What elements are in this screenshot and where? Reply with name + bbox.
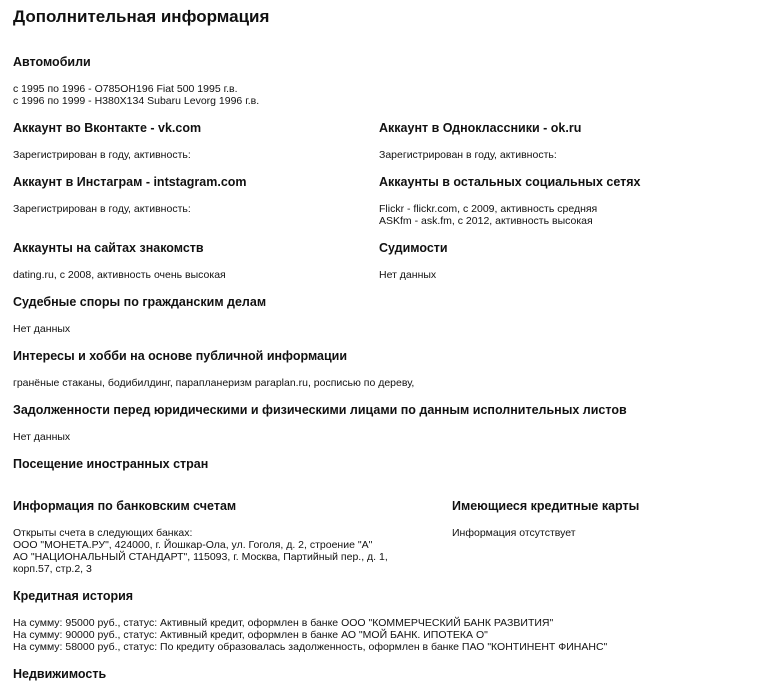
bank-accounts-line: корп.57, стр.2, 3 bbox=[13, 563, 92, 575]
convictions-heading: Судимости bbox=[379, 241, 448, 255]
dating-heading: Аккаунты на сайтах знакомств bbox=[13, 241, 204, 255]
travel-heading: Посещение иностранных стран bbox=[13, 457, 209, 471]
ok-heading: Аккаунт в Одноклассники - ok.ru bbox=[379, 121, 582, 135]
ok-text: Зарегистрирован в году, активность: bbox=[379, 149, 557, 161]
cars-heading: Автомобили bbox=[13, 55, 91, 69]
dating-text: dating.ru, с 2008, активность очень высокая bbox=[13, 269, 226, 281]
instagram-heading: Аккаунт в Инстаграм - intstagram.com bbox=[13, 175, 247, 189]
debts-text: Нет данных bbox=[13, 431, 71, 443]
page-title: Дополнительная информация bbox=[13, 7, 270, 26]
vk-text: Зарегистрирован в году, активность: bbox=[13, 149, 191, 161]
credit-cards-heading: Имеющиеся кредитные карты bbox=[452, 499, 640, 513]
bank-accounts-line: ООО "МОНЕТА.РУ", 424000, г. Йошкар-Ола, ул. Гоголя, д. 2, строение "А" bbox=[13, 539, 373, 551]
real-estate-heading: Недвижимость bbox=[13, 667, 107, 681]
other-social-heading: Аккаунты в остальных социальных сетях bbox=[379, 175, 641, 189]
cars-line: с 1996 по 1999 - Н380Х134 Subaru Levorg 1996 г.в. bbox=[13, 95, 260, 107]
bank-accounts-line: АО "НАЦИОНАЛЬНЫЙ СТАНДАРТ", 115093, г. Москва, Партийный пер., д. 1, bbox=[13, 551, 388, 563]
credit-history-heading: Кредитная история bbox=[13, 589, 134, 603]
debts-heading: Задолженности перед юридическими и физическими лицами по данным исполнительных листов bbox=[13, 403, 627, 417]
credit-cards-text: Информация отсутствует bbox=[452, 527, 576, 539]
convictions-text: Нет данных bbox=[379, 269, 437, 281]
instagram-text: Зарегистрирован в году, активность: bbox=[13, 203, 191, 215]
credit-history-line: На сумму: 95000 руб., статус: Активный кредит, оформлен в банке ООО "КОММЕРЧЕСКИЙ БАНК РАЗВИТИЯ" bbox=[13, 617, 554, 629]
other-social-line: Flickr - flickr.com, с 2009, активность средняя bbox=[379, 203, 598, 215]
credit-history-line: На сумму: 90000 руб., статус: Активный кредит, оформлен в банке АО "МОЙ БАНК. ИПОТЕКА О" bbox=[13, 629, 488, 641]
other-social-line: ASKfm - ask.fm, с 2012, активность высокая bbox=[379, 215, 593, 227]
other-social-list bbox=[379, 203, 597, 227]
credit-history-line: На сумму: 58000 руб., статус: По кредиту образовалась задолженность, оформлен в банке ПАО "КОНТИНЕНТ ФИНАНС" bbox=[13, 641, 608, 653]
civil-disputes-heading: Судебные споры по гражданским делам bbox=[13, 295, 267, 309]
bank-accounts-heading: Информация по банковским счетам bbox=[13, 499, 237, 513]
civil-disputes-text: Нет данных bbox=[13, 323, 71, 335]
vk-heading: Аккаунт во Вконтакте - vk.com bbox=[13, 121, 202, 135]
interests-text: гранёные стаканы, бодибилдинг, парапланеризм paraplan.ru, росписью по дереву, bbox=[13, 377, 415, 389]
credit-history-list bbox=[13, 617, 607, 653]
cars-line: с 1995 по 1996 - О785ОН196 Fiat 500 1995 г.в. bbox=[13, 83, 238, 95]
cars-list bbox=[13, 83, 259, 107]
bank-accounts-list bbox=[13, 527, 388, 575]
interests-heading: Интересы и хобби на основе публичной информации bbox=[13, 349, 348, 363]
bank-accounts-line: Открыты счета в следующих банках: bbox=[13, 527, 193, 539]
